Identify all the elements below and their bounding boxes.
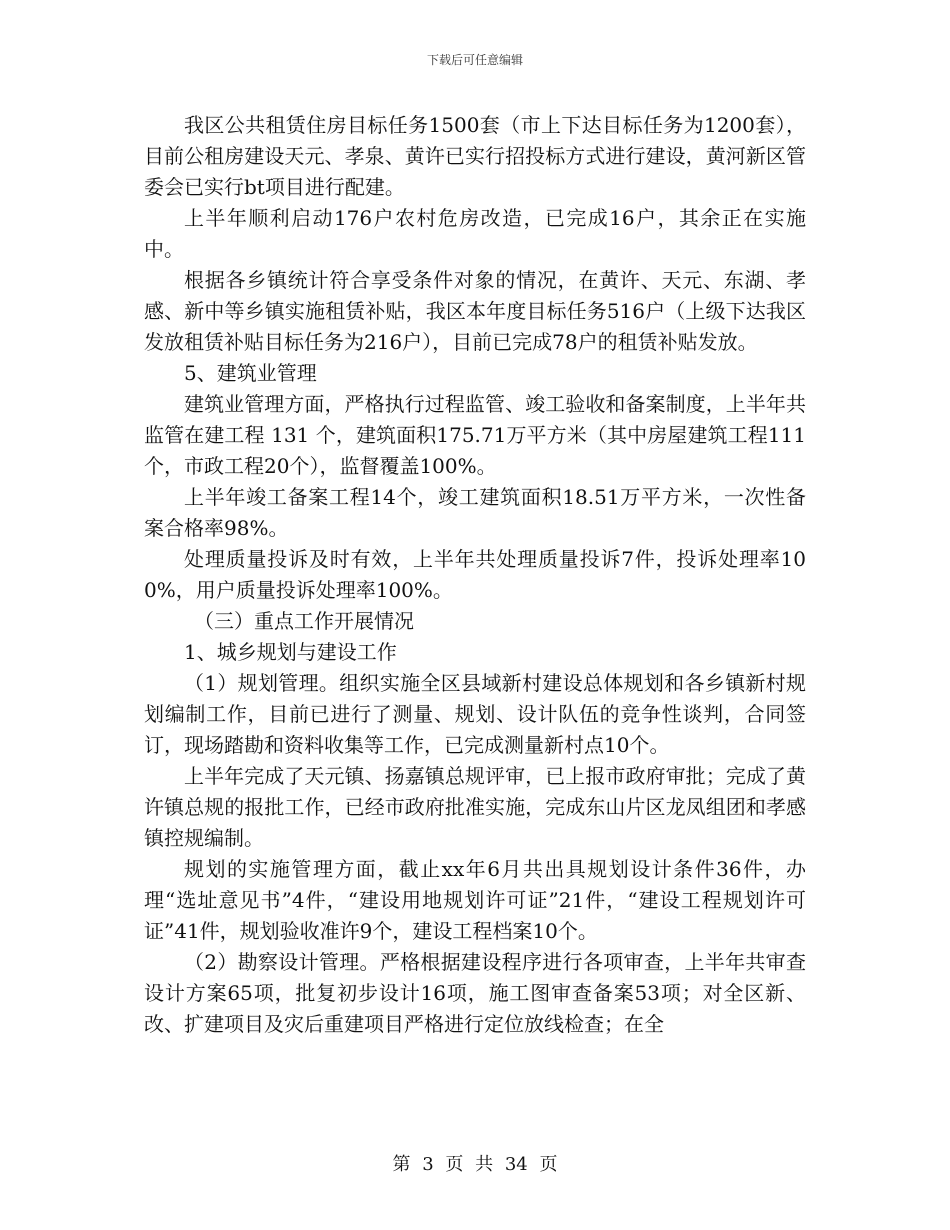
paragraph: 规划的实施管理方面，截止xx年6月共出具规划设计条件36件，办理“选址意见书”4件，“建设用地规划许可证”21件，“建设工程规划许可证”41件，规划验收准许9个，建设工程档案10个。 — [144, 857, 806, 943]
section-heading: 5、建筑业管理 — [184, 361, 317, 385]
section-heading: （三）重点工作开展情况 — [194, 609, 414, 633]
paragraph: 我区公共租赁住房目标任务1500套（市上下达目标任务为1200套），目前公租房建设天元、孝泉、黄许已实行招投标方式进行建设，黄河新区管委会已实行bt项目进行配建。 — [144, 113, 806, 199]
section-heading: 1、城乡规划与建设工作 — [184, 640, 397, 664]
paragraph: 上半年顺利启动176户农村危房改造，已完成16户，其余正在实施中。 — [144, 206, 806, 261]
paragraph: （1）规划管理。组织实施全区县域新村建设总体规划和各乡镇新村规划编制工作，目前已进行了测量、规划、设计队伍的竞争性谈判，合同签订，现场踏勘和资料收集等工作，已完成测量新村点10个。 — [144, 671, 806, 757]
paragraph: 上半年竣工备案工程14个，竣工建筑面积18.51万平方米，一次性备案合格率98%。 — [144, 485, 806, 540]
paragraph: 建筑业管理方面，严格执行过程监管、竣工验收和备案制度，上半年共监管在建工程 131 个，建筑面积175.71万平方米（其中房屋建筑工程111个，市政工程20个），监督覆盖100%。 — [144, 392, 806, 478]
page-header: 下载后可任意编辑 — [426, 53, 523, 67]
paragraph: 根据各乡镇统计符合享受条件对象的情况，在黄许、天元、东湖、孝感、新中等乡镇实施租赁补贴，我区本年度目标任务516户（上级下达我区发放租赁补贴目标任务为216户），目前已完成78户的租赁补贴发放。 — [144, 268, 806, 354]
paragraph: 上半年完成了天元镇、扬嘉镇总规评审，已上报市政府审批；完成了黄许镇总规的报批工作，已经市政府批准实施，完成东山片区龙凤组团和孝感镇控规编制。 — [144, 764, 806, 850]
page-number-footer: 第 3 页 共 34 页 — [392, 1154, 558, 1175]
document-body — [144, 110, 806, 1040]
paragraph: （2）勘察设计管理。严格根据建设程序进行各项审查，上半年共审查设计方案65项，批复初步设计16项，施工图审查备案53项；对全区新、改、扩建项目及灾后重建项目严格进行定位放线检查；在全 — [144, 950, 806, 1036]
paragraph: 处理质量投诉及时有效，上半年共处理质量投诉7件，投诉处理率100%，用户质量投诉处理率100%。 — [144, 547, 806, 602]
